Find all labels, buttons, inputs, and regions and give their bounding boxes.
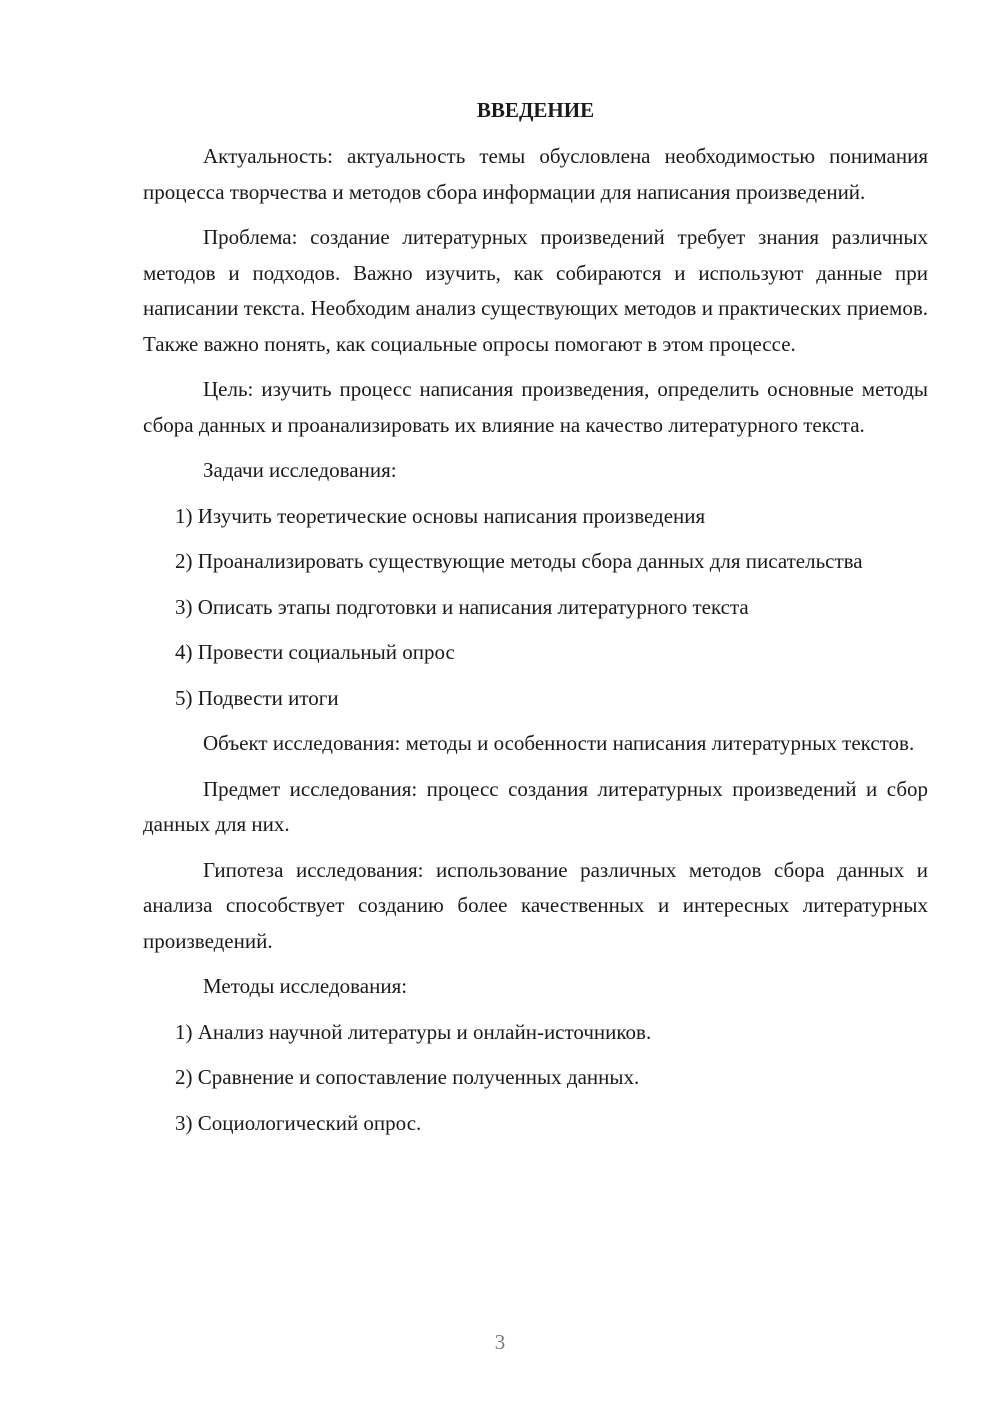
task-item-1: 1) Изучить теоретические основы написания произведения	[175, 503, 706, 528]
task-item-3: 3) Описать этапы подготовки и написания литературного текста	[175, 594, 749, 619]
method-item-3: 3) Социологический опрос.	[175, 1110, 422, 1135]
relevance-paragraph: Актуальность: актуальность темы обусловлена необходимостью понимания процесса творчества и методов сбора информации для написания произведений.	[143, 144, 928, 204]
task-item-5: 5) Подвести итоги	[175, 685, 339, 710]
method-item-2: 2) Сравнение и сопоставление полученных данных.	[175, 1065, 640, 1089]
tasks-title: Задачи исследования:	[203, 458, 397, 482]
subject-paragraph: Предмет исследования: процесс создания литературных произведений и сбор данных для них.	[143, 776, 928, 836]
page-number: 3	[494, 1330, 506, 1354]
problem-paragraph: Проблема: создание литературных произведений требует знания различных методов и подходов. Важно изучить, как собираются и используют данные при написании текста. Необходим анализ существующих методов и практических приемов. Также важно понять, как социальные опросы помогают в этом процессе.	[143, 225, 928, 356]
method-item-1: 1) Анализ научной литературы и онлайн-источников.	[175, 1019, 652, 1044]
methods-title: Методы исследования:	[203, 974, 408, 998]
object-paragraph: Объект исследования: методы и особенности написания литературных текстов.	[203, 731, 915, 755]
section-heading: ВВЕДЕНИЕ	[476, 98, 595, 122]
hypothesis-paragraph: Гипотеза исследования: использование различных методов сбора данных и анализа способствует созданию более качественных и интересных литературных произведений.	[143, 857, 928, 953]
task-item-2: 2) Проанализировать существующие методы сбора данных для писательства	[175, 549, 863, 573]
task-item-4: 4) Провести социальный опрос	[175, 640, 455, 664]
document-page	[143, 92, 928, 1151]
goal-paragraph: Цель: изучить процесс написания произведения, определить основные методы сбора данных и проанализировать их влияние на качество литературного текста.	[143, 377, 928, 437]
